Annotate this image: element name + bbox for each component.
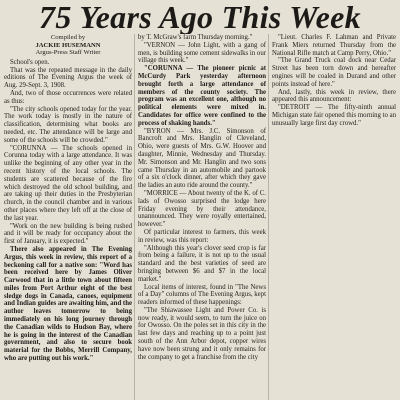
paragraph: "CORUNNA — The pioneer picnic at McCurdy Park yesterday afternoon brought forth a large attendance of members of the county society. The program was an excellent one, although no political elements were mixed in. Candidates for office were confined to the process of shaking hands." bbox=[138, 65, 266, 127]
paragraph: And, lastly, this week in review, there appeared this announcement: bbox=[272, 88, 396, 104]
paragraph: "Although this year's clover seed crop is far from being a failure, it is not up to the usual standard and the best varieties of seed are bringing between $6 and $7 in the local market." bbox=[138, 244, 266, 283]
paragraph: Of particular interest to farmers, this week in review, was this report: bbox=[138, 228, 266, 244]
paragraph: "Lieut. Charles F. Lahman and Private Frank Miers returned Thursday from the National Rifle match at Camp Perry, Ohio." bbox=[272, 34, 396, 57]
paragraph: "BYRON — Mrs. J.C. Simonson of Bancroft and Mrs. Hanglin of Cleveland, Ohio, were guests of Mrs. G.W. Hoover and daughter, Minnie, Wednesday and Thursday. Mr. Simonson and Mr. Hanglin and two sons came Thursday in an automobile and partook of a six o'clock dinner, after which they gave the ladies an auto ride around the county." bbox=[138, 127, 266, 190]
paragraph: School's open. bbox=[10, 58, 50, 66]
byline-compiled: Compiled by bbox=[50, 34, 86, 41]
paragraph: "The Shiawassee Light and Power Co. is now ready, it would seem, to turn the juice on for Owosso. On the poles set in this city in the last few days and reaching up to a point just south of the Ann Arbor depot, copper wires have now been strung and it only remains for the company to get a franchise from the city bbox=[138, 306, 266, 361]
column-1 bbox=[4, 34, 132, 400]
paragraph: That was the repeated message in the daily editions of The Evening Argus the week of Aug. 29-Sept. 3, 1908. bbox=[4, 66, 132, 90]
column-2 bbox=[138, 34, 266, 400]
headline: 75 Years Ago This Week bbox=[39, 0, 361, 34]
paragraph: "MORRICE — About twenty of the K. of C. lads of Owosso surprised the lodge here Friday evening by their attendance, unannounced. They were royally entertained, however." bbox=[138, 189, 266, 229]
byline bbox=[4, 34, 132, 57]
paragraph: Local items of interest, found in "The News of a Day" columns of The Evening Argus, kept readers informed of these happenings: bbox=[138, 283, 266, 307]
paragraph: "Work on the new building is being rushed and it will be ready for occupancy about the first of January, it is expected." bbox=[4, 222, 132, 246]
paragraph: "VERNON — John Light, with a gang of men, is building some cement sidewalks in our village this week." bbox=[138, 41, 266, 65]
paragraph: "The Grand Truck coal dock near Cedar Street has been torn down and hereafter engines will be coaled in Durand and other points instead of here." bbox=[272, 57, 396, 88]
column-rule bbox=[268, 34, 269, 400]
paragraph: "DETROIT — The fifty-ninth annual Michigan state fair opened this morning to an unusually large first day crowd." bbox=[272, 104, 396, 127]
paragraph: There also appeared in The Evening Argus, this week in review, this report of a beckoning call for a native son: "Word has been received here by James Oliver Carwood that in a little town about fifteen miles from Port Arthur eight of the best sledge dogs in Canada, canoes, equipment and Indian guides are awaiting him, and the author leaves tomorrow to being immediately on his long journey through the Canadian wilds to Hudson Bay, where he is going in the interest of the Canadian government, and also to secure book material for the Bobbs, Merrill Company, who are putting out his work." bbox=[4, 245, 132, 363]
column-3 bbox=[272, 34, 396, 400]
paragraph: by T. McGraw's farm Thursday morning." bbox=[138, 34, 253, 41]
paragraph: And, two of those occurrences were related as thus: bbox=[4, 89, 132, 105]
paragraph: "CORUNNA — The schools opened in Corunna today with a large attendance. It was unlike the beginning of any other year in the recent history of the local schools. The students are scattered because of the fire which destroyed the old school building, and are taking up their duties in the Presbyterian church, in the council chamber and in various other places where they left off at the close of the last year. bbox=[4, 144, 132, 222]
paragraph: "The city schools opened today for the year. The work today is mostly in the nature of classification, determining what books are needed, etc. The attendance will be large and some of the schools will be crowded." bbox=[4, 105, 132, 144]
byline-role: Argus-Press Staff Writer bbox=[35, 49, 101, 57]
byline-name: JACKIE HUSEMANN bbox=[35, 41, 101, 49]
column-rule bbox=[134, 34, 135, 400]
